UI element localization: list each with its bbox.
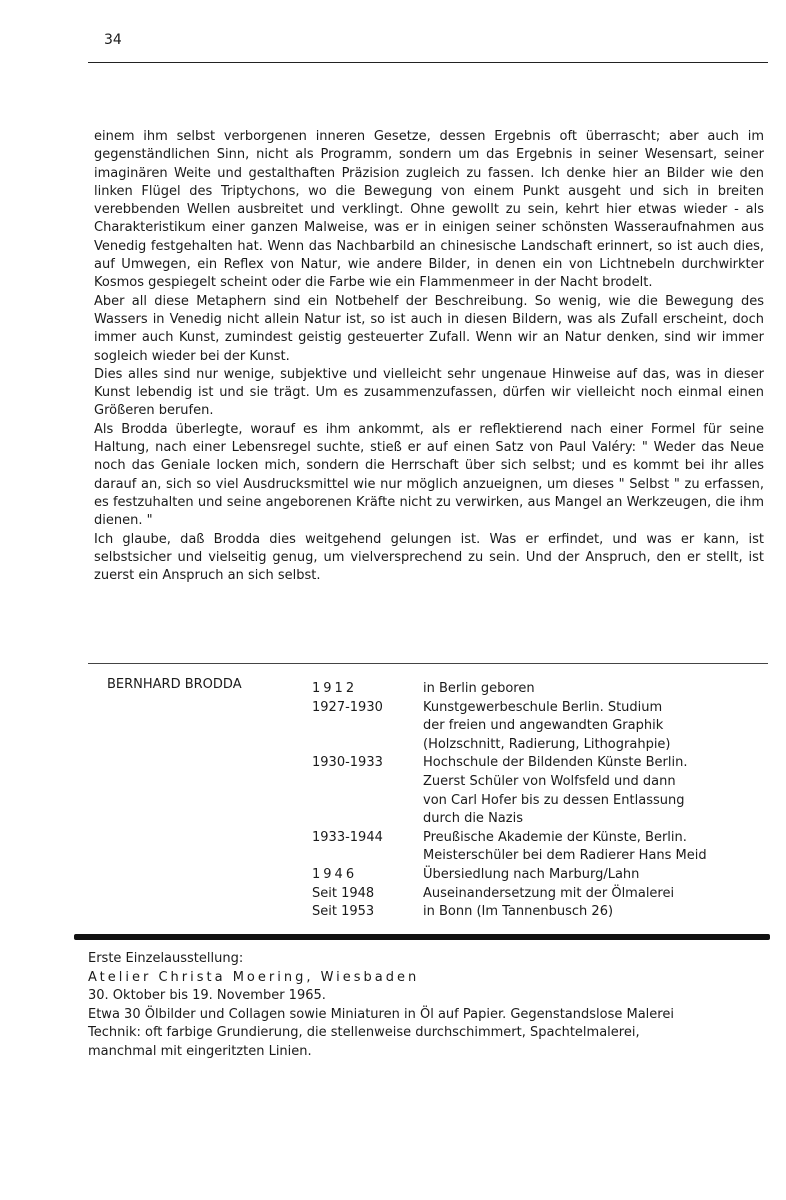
bio-description [423,829,763,866]
exhibition-technique-cont: manchmal mit eingeritzten Linien. [88,1043,312,1059]
paragraph: Dies alles sind nur wenige, subjektive und vielleicht sehr ungenaue Hinweise auf das, was in dieser Kunst lebendig ist und sie trägt. Um es zusammenzufassen, dürfen wir vielleicht noch einmal einen Größeren berufen. [94,366,764,419]
bio-line: Kunstgewerbeschule Berlin. Studium [423,699,663,715]
body-text [94,128,764,585]
bio-entry [312,885,763,904]
bio-description [423,866,763,885]
paragraph: einem ihm selbst verborgenen inneren Gesetze, dessen Ergebnis oft überrascht; aber auch im gegenständlichen Sinn, nicht als Programm, sondern um das Ergebnis in seiner Wesensart, seiner imaginären Weite und gestalthaften Präzision zugleich zu fassen. Ich denke hier an Bilder wie den linken Flügel des Triptychons, wo die Bewegung von einem Punkt ausgeht und sich in breiten verebbenden Wellen ausbreitet und verklingt. Ohne gewollt zu sein, kehrt hier etwas wieder - als Charakteristikum einer ganzen Malweise, was er in einigen seiner schönsten Wasseraufnahmen aus Venedig festgehalten hat. Wenn das Nachbarbild an chinesische Landschaft erinnert, so ist auch dies, auf Umwegen, ein Reflex von Natur, wie andere Bilder, in denen ein von Lichtnebeln durchwirkter Kosmos gespiegelt scheint oder die Farbe wie ein Flammenmeer in der Nacht brodelt. [94,129,764,291]
bio-year: 1927-1930 [312,699,383,715]
bio-year: Seit 1953 [312,904,375,920]
bio-description [423,680,763,699]
bio-line: Preußische Akademie der Künste, Berlin. [423,829,687,845]
bio-description [423,903,763,922]
bio-line: Meisterschüler bei dem Radierer Hans Meid [423,848,707,864]
bio-line: in Berlin geboren [423,681,535,696]
bio-line: durch die Nazis [423,811,523,827]
bio-description [423,754,763,828]
bio-line: in Bonn (Im Tannenbusch 26) [423,904,614,920]
bio-table [312,680,763,922]
exhibition-venue: Atelier Christa Moering, Wiesbaden [88,969,420,985]
bio-line: Auseinandersetzung mit der Ölmalerei [423,885,675,901]
bio-line: Hochschule der Bildenden Künste Berlin. [423,755,688,771]
bio-rule [88,663,768,664]
paragraph: Aber all diese Metaphern sind ein Notbehelf der Beschreibung. So wenig, wie die Bewegung des Wassers in Venedig nicht allein Natur ist, so ist auch in diesen Bildern, was als Zufall erscheint, doch immer auch Kunst, zumindest geistig gesteuerter Zufall. Wenn wir an Natur denken, sind wir immer sogleich wieder bei der Kunst. [94,293,764,364]
bio-entry [312,829,763,866]
bio-line: Übersiedlung nach Marburg/Lahn [423,866,640,882]
paragraph: Als Brodda überlegte, worauf es ihm ankommt, als er reflektierend nach einer Formel für seine Haltung, nach einer Lebensregel suchte, stieß er auf einen Satz von Paul Valéry: " Weder das Neue noch das Geniale locken mich, sondern die Herrschaft über sich selbst; und es kommt bei ihr alles darauf an, sich so viel Ausdrucksmittel wie nur möglich anzueignen, um dieses " Selbst " zu erfassen, es festzuhalten und seine angeborenen Kräfte nicht zu verwirken, aus Mangel an Werkzeugen, die ihm dienen. " [94,421,764,529]
paragraph: Ich glaube, daß Brodda dies weitgehend gelungen ist. Was er erfindet, und was er kann, ist selbstsicher und vielseitig genug, um vielversprechend zu sein. Und der Anspruch, den er stellt, ist zuerst ein Anspruch an sich selbst. [94,531,764,584]
artist-name: BERNHARD BRODDA [107,677,242,692]
header-rule [88,62,768,63]
bio-line: der freien und angewandten Graphik [423,718,664,734]
bio-line: Zuerst Schüler von Wolfsfeld und dann [423,773,676,789]
bio-entry [312,866,763,885]
exhibition-info [88,950,768,1062]
exhibition-technique: Technik: oft farbige Grundierung, die stellenweise durchschimmert, Spachtelmalerei, [88,1025,640,1041]
bio-entry [312,680,763,699]
bio-entry [312,699,763,755]
bio-line: von Carl Hofer bis zu dessen Entlassung [423,792,685,808]
bio-year: 1930-1933 [312,755,383,771]
bio-description [423,885,763,904]
bio-year: 1912 [312,681,358,696]
bio-entry [312,903,763,922]
exhibition-heading: Erste Einzelausstellung: [88,951,244,966]
page-number: 34 [104,32,122,48]
exhibition-description: Etwa 30 Ölbilder und Collagen sowie Miniaturen in Öl auf Papier. Gegenstandslose Malerei [88,1006,674,1022]
bio-entry [312,754,763,828]
bio-year: 1946 [312,866,358,882]
section-divider [74,934,770,940]
bio-description [423,699,763,755]
exhibition-dates: 30. Oktober bis 19. November 1965. [88,988,326,1004]
bio-year: 1933-1944 [312,829,383,845]
bio-year: Seit 1948 [312,885,375,901]
bio-line: (Holzschnitt, Radierung, Lithograhpie) [423,736,671,752]
